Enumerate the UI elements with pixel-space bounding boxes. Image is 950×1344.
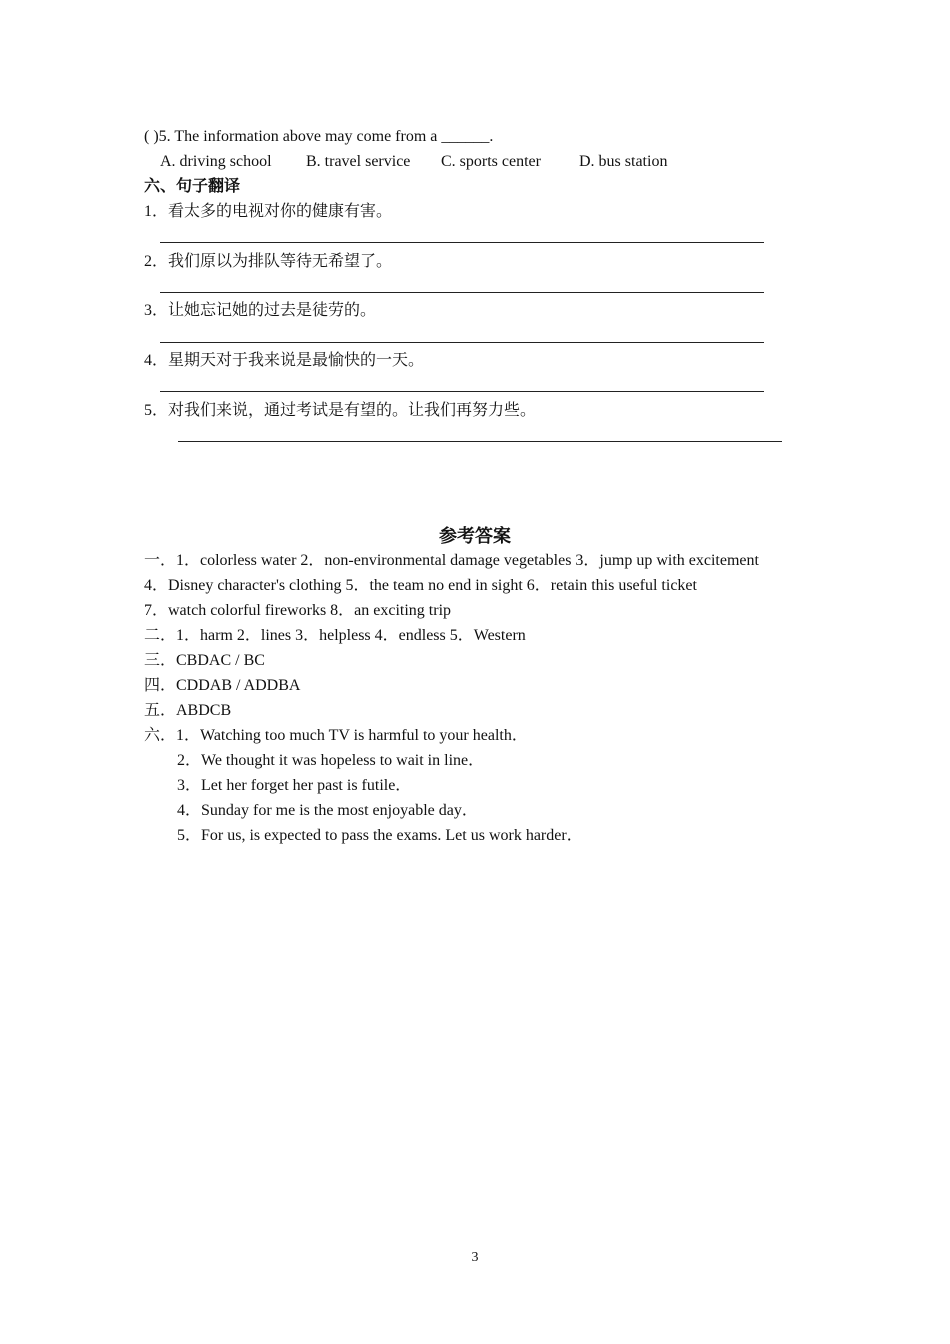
section-6-heading: 六、句子翻译 — [144, 178, 241, 195]
translation-item-4: 4．星期天对于我来说是最愉快的一天。 — [144, 352, 425, 369]
answer-translation-2: 2．We thought it was hopeless to wait in line． — [177, 752, 485, 769]
question-5-stem: ( )5. The information above may come from a ______. — [144, 128, 494, 145]
answer-line-5 — [178, 441, 782, 442]
answer-line-section-3: 三．CBDAC / BC — [144, 652, 265, 669]
translation-item-1: 1．看太多的电视对你的健康有害。 — [144, 203, 393, 220]
answer-line-1 — [160, 242, 764, 243]
page-number: 3 — [471, 1250, 479, 1265]
answers-title: 参考答案 — [439, 526, 511, 546]
translation-item-5: 5．对我们来说，通过考试是有望的。让我们再努力些。 — [144, 402, 537, 419]
answer-translation-4: 4．Sunday for me is the most enjoyable day． — [177, 802, 478, 819]
answer-line-section-4: 四．CDDAB / ADDBA — [144, 677, 301, 694]
answer-line-section-6: 六．1．Watching too much TV is harmful to your health． — [144, 727, 528, 744]
answer-translation-3: 3．Let her forget her past is futile． — [177, 777, 412, 794]
option-b: B. travel service — [306, 153, 411, 170]
answer-line-4 — [160, 391, 764, 392]
answer-line-2 — [160, 292, 764, 293]
answer-line-section-1c: 7．watch colorful fireworks 8．an exciting trip — [144, 602, 452, 619]
option-d: D. bus station — [579, 153, 668, 170]
answer-line-section-5: 五．ABDCB — [144, 702, 232, 719]
answer-line-3 — [160, 342, 764, 343]
translation-item-2: 2．我们原以为排队等待无希望了。 — [144, 253, 393, 270]
option-a: A. driving school — [160, 153, 272, 170]
answer-line-section-1a: 一．1．colorless water 2．non-environmental damage vegetables 3．jump up with excitement — [144, 552, 759, 569]
answer-line-section-1b: 4．Disney character's clothing 5．the team no end in sight 6．retain this useful ticket — [144, 577, 697, 594]
translation-item-3: 3．让她忘记她的过去是徒劳的。 — [144, 302, 377, 319]
option-c: C. sports center — [441, 153, 541, 170]
answer-line-section-2: 二．1．harm 2．lines 3．helpless 4．endless 5．Western — [144, 627, 526, 644]
answer-translation-5: 5．For us, is expected to pass the exams. Let us work harder． — [177, 827, 583, 844]
